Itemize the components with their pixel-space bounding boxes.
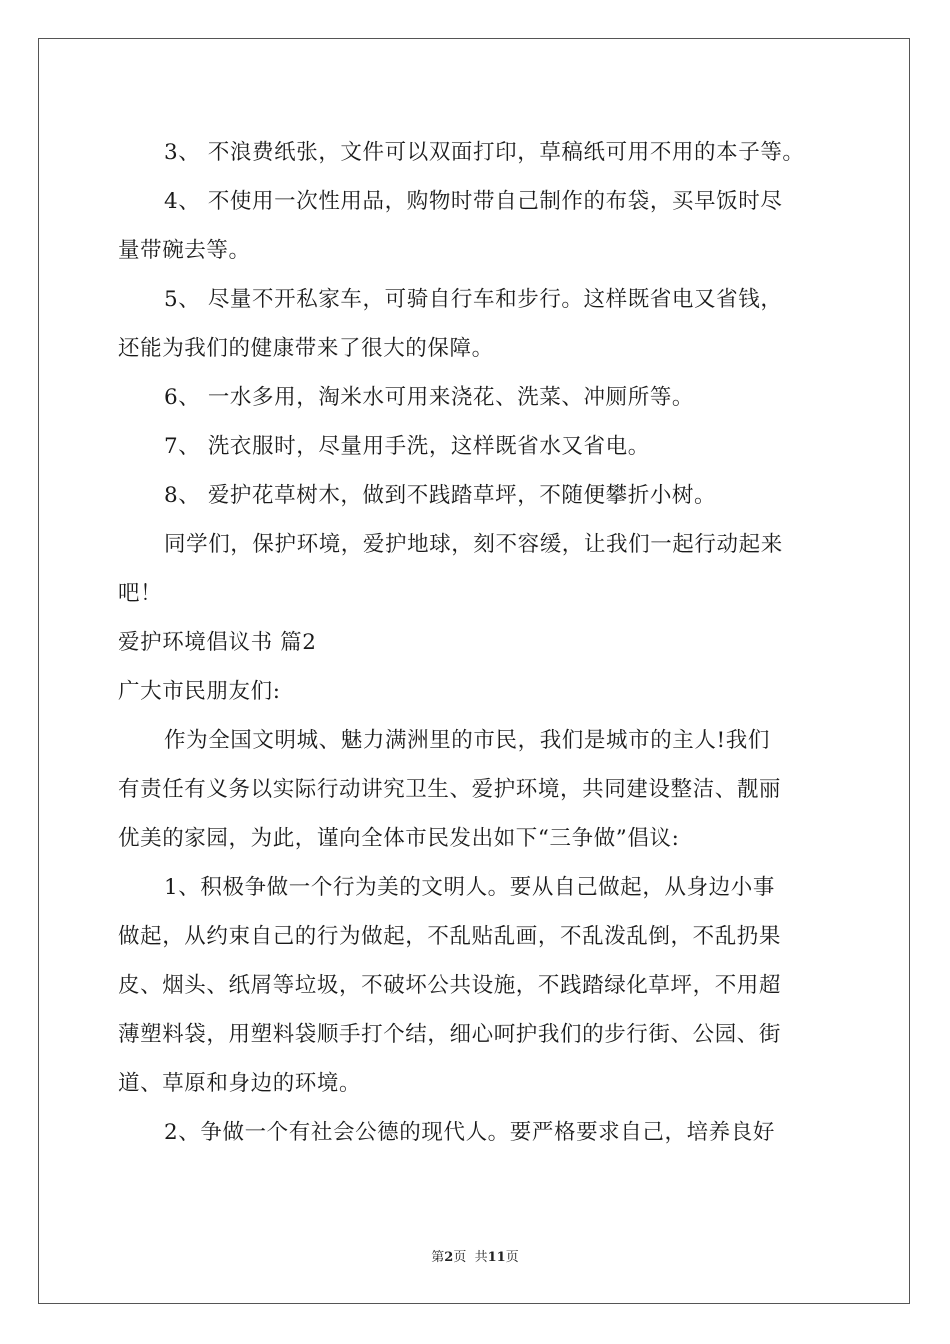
text-line: 优美的家园，为此，谨向全体市民发出如下“三争做”倡议:	[118, 826, 680, 851]
footer-page-number: 2	[444, 1250, 454, 1265]
footer-prefix: 第	[431, 1250, 445, 1265]
text-line: 道、草原和身边的环境。	[118, 1071, 362, 1096]
page-footer	[0, 1246, 950, 1265]
section-heading: 爱护环境倡议书 篇2	[118, 630, 317, 655]
text-line: 6、 一水多用，淘米水可用来浇花、洗菜、冲厕所等。	[164, 385, 695, 410]
text-line: 3、 不浪费纸张，文件可以双面打印，草稿纸可用不用的本子等。	[164, 140, 805, 165]
footer-total-pages: 11	[487, 1250, 506, 1265]
document-body	[118, 128, 838, 1157]
text-line: 1、积极争做一个行为美的文明人。要从自己做起，从身边小事	[164, 875, 775, 900]
text-line: 薄塑料袋，用塑料袋顺手打个结，细心呵护我们的步行街、公园、街	[118, 1022, 782, 1047]
text-line: 量带碗去等。	[118, 238, 251, 263]
text-line: 8、 爱护花草树木，做到不践踏草坪，不随便攀折小树。	[164, 483, 717, 508]
text-line: 作为全国文明城、魅力满洲里的市民，我们是城市的主人!我们	[164, 728, 770, 753]
text-line: 4、 不使用一次性用品，购物时带自己制作的布袋，买早饭时尽	[164, 189, 783, 214]
salutation: 广大市民朋友们:	[118, 679, 281, 704]
footer-suffix: 页	[505, 1250, 519, 1265]
text-line: 做起，从约束自己的行为做起，不乱贴乱画，不乱泼乱倒，不乱扔果	[118, 924, 782, 949]
text-line: 7、 洗衣服时，尽量用手洗，这样既省水又省电。	[164, 434, 650, 459]
text-line: 有责任有义务以实际行动讲究卫生、爱护环境，共同建设整洁、靓丽	[118, 777, 782, 802]
text-line: 2、争做一个有社会公德的现代人。要严格要求自己，培养良好	[164, 1120, 775, 1145]
text-line: 吧！	[118, 581, 163, 606]
text-line: 5、 尽量不开私家车，可骑自行车和步行。这样既省电又省钱，	[164, 287, 783, 312]
text-line: 同学们，保护环境，爱护地球，刻不容缓，让我们一起行动起来	[164, 532, 783, 557]
text-line: 还能为我们的健康带来了很大的保障。	[118, 336, 494, 361]
text-line: 皮、烟头、纸屑等垃圾，不破坏公共设施，不践踏绿化草坪，不用超	[118, 973, 782, 998]
footer-mid: 页 共	[453, 1250, 488, 1265]
